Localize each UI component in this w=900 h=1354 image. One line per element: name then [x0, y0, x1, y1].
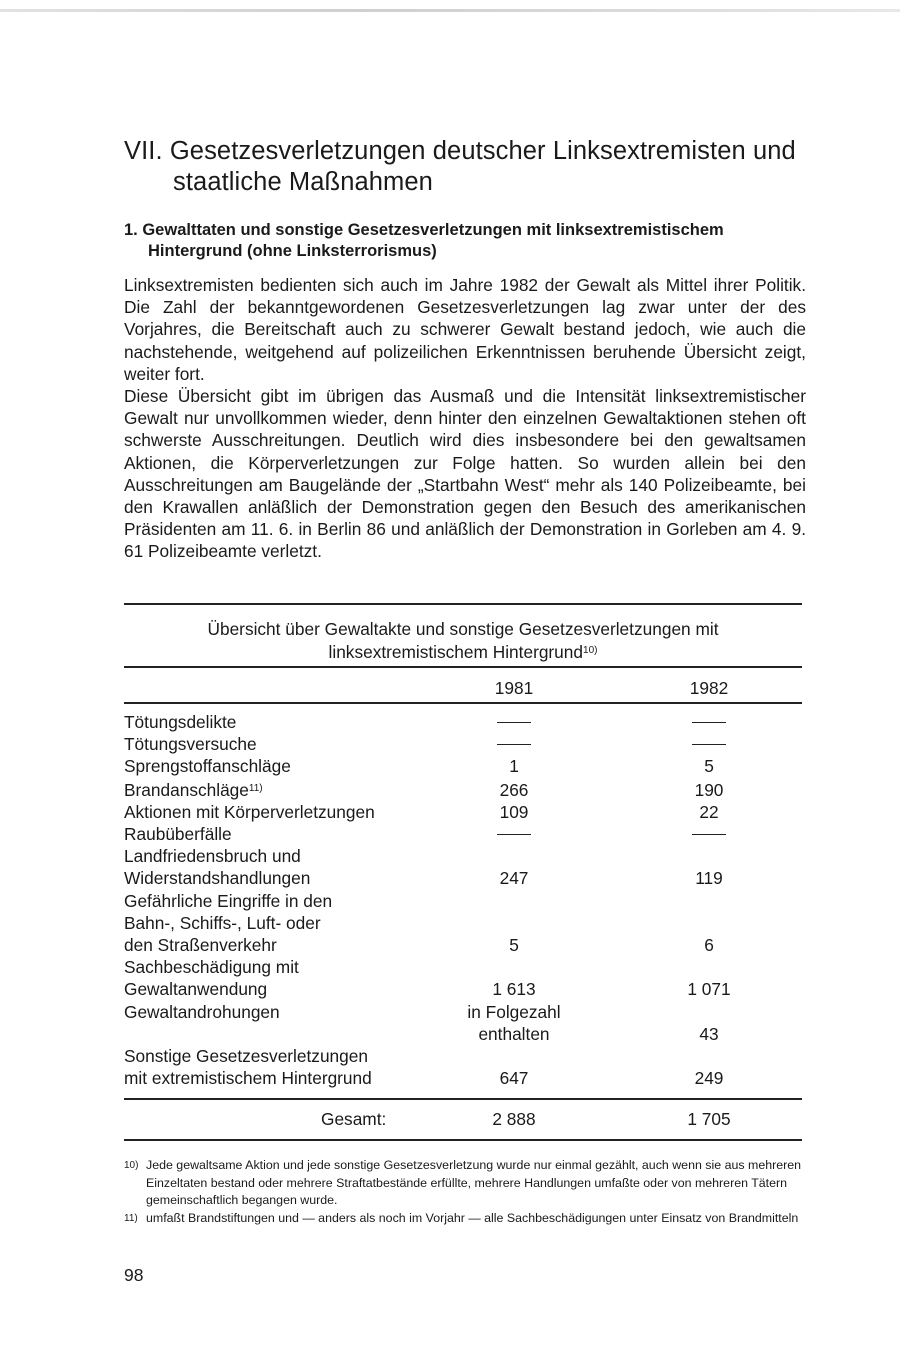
footnotes	[124, 1157, 806, 1227]
row-label: den Straßenverkehr	[124, 935, 277, 956]
value-1982	[649, 733, 769, 755]
value-1982: 22	[699, 801, 719, 822]
table-row	[124, 1045, 802, 1089]
value-1981	[454, 823, 574, 845]
value-1982: 6	[704, 935, 714, 956]
footnote-ref-10: 10)	[583, 645, 598, 656]
table-caption	[124, 618, 802, 663]
table-caption-rule	[124, 666, 802, 668]
table-caption-line-1: Übersicht über Gewaltakte und sonstige Gesetzesverletzungen mit	[207, 619, 719, 639]
table-row	[124, 845, 802, 889]
value-1981: 247	[499, 868, 529, 889]
footnote-ref: 11)	[248, 782, 263, 794]
paragraph-2: Diese Übersicht gibt im übrigen das Ausmaß und die Intensität linksextremistischer Gewalt nur unvollkommen wieder, denn hinter den einzelnen Gewaltaktionen stehen oft schwerste Ausschreitungen. Deutlich wird dies insbesondere bei den gewaltsamen Aktionen, die Körperverletzungen zur Folge hatten. So wurden allein bei den Ausschreitungen am Baugelände der „Startbahn West“ mehr als 140 Polizeibeamte, bei den Krawallen anläßlich der Demonstration gegen den Besuch des amerikanischen Präsidenten am 11. 6. in Berlin 86 und anläßlich der Demonstration in Gorleben am 4. 9. 61 Polizeibeamte verletzt.	[124, 386, 806, 562]
value-1981: enthalten	[478, 1023, 550, 1044]
value-1982	[649, 823, 769, 845]
row-label: Brandanschläge$^{11)}$	[124, 779, 263, 800]
total-label: Gesamt:	[321, 1109, 387, 1129]
body-text	[124, 274, 806, 563]
section-heading-line-1: 1. Gewalttaten und sonstige Gesetzesverletzungen mit linksextremistischem	[124, 221, 724, 239]
value-1981: 1	[509, 756, 519, 777]
dash-mark	[497, 744, 531, 745]
table-total-rule	[124, 1098, 802, 1100]
value-1981: 266	[499, 779, 529, 800]
chapter-heading-line-1: VII. Gesetzesverletzungen deutscher Linksextremisten und	[124, 137, 796, 165]
value-1981	[454, 711, 574, 733]
table-caption-line-2	[124, 640, 802, 663]
value-1982: 249	[694, 1068, 724, 1089]
table-row	[124, 733, 802, 755]
value-1982: 119	[695, 868, 723, 889]
table-top-rule	[124, 603, 802, 605]
row-label: Tötungsversuche	[124, 734, 257, 755]
value-1982: 5	[704, 756, 714, 777]
row-label: Sachbeschädigung mit	[124, 957, 299, 978]
row-label: mit extremistischem Hintergrund	[124, 1068, 372, 1089]
scan-edge-line	[0, 9, 900, 12]
row-label	[124, 1023, 444, 1045]
dash-mark	[692, 722, 726, 723]
dash-mark	[692, 834, 726, 835]
dash-mark	[692, 744, 726, 745]
value-1981: 109	[499, 801, 529, 822]
table-body	[124, 711, 802, 1089]
footnote-text: Jede gewaltsame Aktion und jede sonstige Gesetzesverletzung wurde nur einmal gezählt, auch wenn sie aus mehreren Einzeltaten bestand oder mehrere Straftatbestände erfüllte, mehrere Handlungen umfaßte oder von mehreren Tätern gemeinschaftlich begangen wurde.	[146, 1158, 802, 1207]
footnote-mark: 11)	[124, 1212, 138, 1224]
row-label: Tötungsdelikte	[124, 712, 237, 732]
row-label: Landfriedensbruch und	[124, 846, 301, 867]
row-label: Bahn-, Schiffs-, Luft- oder	[124, 912, 321, 933]
value-1981: 5	[509, 935, 519, 956]
total-1981: 2 888	[492, 1109, 536, 1129]
column-header-1981: 1981	[494, 678, 534, 698]
value-1981	[454, 733, 574, 755]
value-1981: 1 613	[492, 979, 536, 1000]
row-label: Gefährliche Eingriffe in den	[124, 890, 333, 911]
value-1982: 190	[694, 779, 724, 800]
row-label: Aktionen mit Körperverletzungen	[124, 801, 375, 822]
table-row	[124, 890, 802, 957]
row-label: Sonstige Gesetzesverletzungen	[124, 1046, 369, 1067]
row-label: Widerstandshandlungen	[124, 868, 311, 889]
value-1982	[649, 711, 769, 733]
column-header-1982: 1982	[689, 678, 729, 698]
table-header-rule	[124, 702, 802, 704]
page-number: 98	[124, 1265, 144, 1285]
row-label: Gewaltanwendung	[124, 979, 268, 1000]
row-label: Gewaltandrohungen	[124, 1001, 280, 1022]
footnote-mark: 10)	[124, 1160, 139, 1171]
table-row	[124, 711, 802, 733]
table-row	[124, 801, 802, 823]
footnote-10	[124, 1157, 806, 1210]
value-1982: 43	[699, 1023, 719, 1044]
value-1981: 647	[499, 1068, 529, 1089]
section-heading-line-2: Hintergrund (ohne Linksterrorismus)	[148, 242, 437, 260]
value-1981: in Folgezahl	[467, 1001, 561, 1022]
table-row	[124, 956, 802, 1000]
table-row	[124, 755, 802, 777]
dash-mark	[497, 722, 531, 723]
chapter-heading-line-2: staatliche Maßnahmen	[173, 168, 433, 196]
paragraph-1: Linksextremisten bedienten sich auch im Jahre 1982 der Gewalt als Mittel ihrer Politik. Die Zahl der bekanntgewordenen Gesetzesverletzungen lag zwar unter der des Vorjahres, die Bereitschaft auch zu schwerer Gewalt bestand jedoch, wie auch die nachstehende, weitgehend auf polizeilichen Erkenntnissen beruhende Übersicht zeigt, weiter fort.	[124, 275, 806, 384]
row-label: Sprengstoffanschläge	[124, 756, 291, 777]
row-label: Raubüberfälle	[124, 824, 232, 845]
footnote-11	[124, 1210, 806, 1228]
table-bottom-rule	[124, 1139, 802, 1141]
chapter-heading	[124, 136, 806, 198]
footnote-text: umfaßt Brandstiftungen und — anders als noch im Vorjahr — alle Sachbeschädigungen unter Einsatz von Brandmitteln	[146, 1210, 799, 1225]
total-1982: 1 705	[687, 1109, 731, 1129]
table-row	[124, 823, 802, 845]
table-caption-line-2-text: linksextremistischem Hintergrund	[328, 642, 584, 662]
table-row	[124, 778, 802, 801]
dash-mark	[497, 834, 531, 835]
section-heading	[124, 220, 806, 262]
table-row	[124, 1001, 802, 1045]
value-1982: 1 071	[687, 979, 731, 1000]
